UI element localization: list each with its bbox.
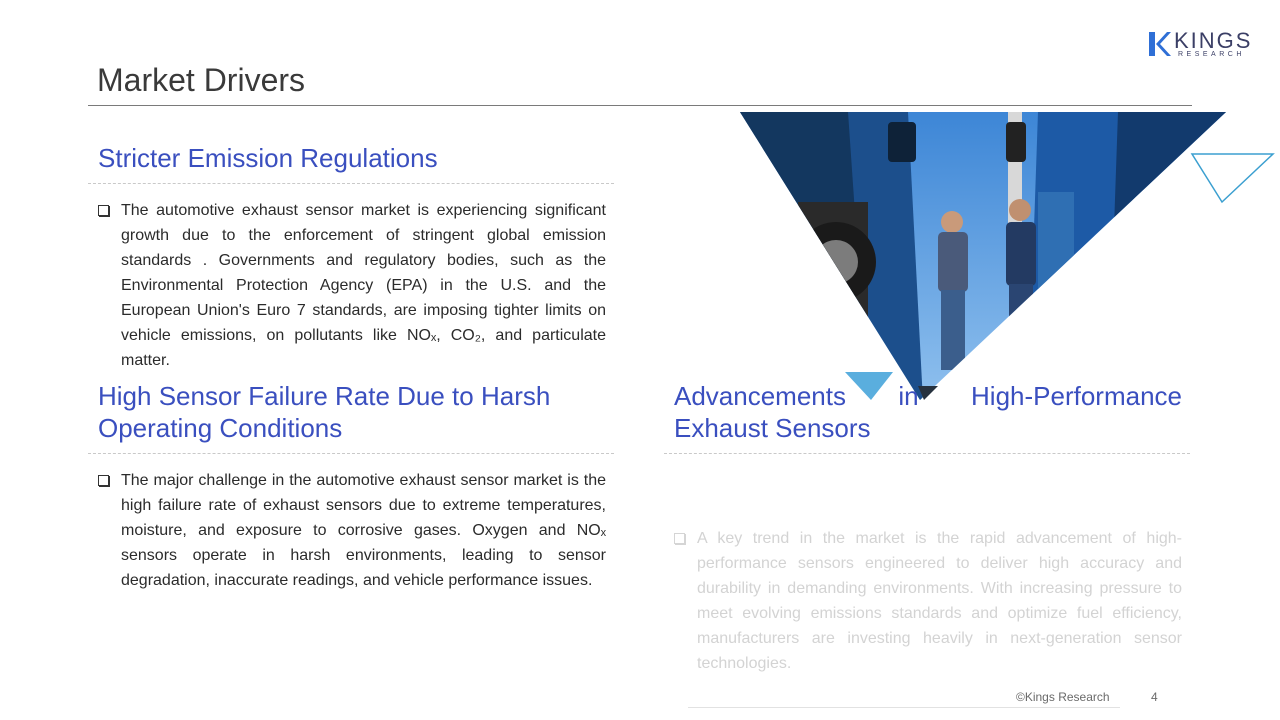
logo-subtitle: RESEARCH [1178,51,1245,58]
title-divider [88,105,1192,106]
bullet-item-advancements [697,526,1182,676]
section-heading-advancements [674,380,1182,444]
bullet-text: A key trend in the market is the rapid advancement of high-performance sensors engineered to deliver high accuracy and durability in demanding environments. With increasing pressure to meet evolving emissions standards and optimize fuel efficiency, manufacturers are investing heavily in next-generation sensor technologies. [697,530,1182,672]
logo-name: KINGS [1174,28,1253,53]
trucks-photo-triangle [738,112,1228,402]
footer-copyright: ©Kings Research [1016,690,1110,704]
logo-k-mark-icon [1148,31,1172,57]
section-heading-sensor-failure: High Sensor Failure Rate Due to Harsh Operating Conditions [98,381,551,443]
checkbox-bullet-icon [674,533,685,544]
section-heading-text: Advancements in High-Performance Exhaust Sensors [674,381,1182,443]
outline-triangle-decoration [1190,152,1276,204]
page-title: Market Drivers [97,62,306,98]
checkbox-bullet-icon [98,475,109,486]
section-heading-emission-regulations: Stricter Emission Regulations [98,143,438,173]
company-logo [1148,28,1253,60]
footer-rule [688,707,1120,708]
section-divider [88,183,614,184]
page-number: 4 [1151,690,1158,704]
bullet-item-emission-regulations [121,198,606,373]
bullet-text: The major challenge in the automotive exhaust sensor market is the high failure rate of exhaust sensors due to extreme temperatures, moisture, and exposure to corrosive gases. Oxygen and NOₓ sensors operate in harsh environments, leading to sensor degradation, inaccurate readings, and vehicle performance issues. [121,472,606,589]
bullet-item-sensor-failure [121,468,606,593]
checkbox-bullet-icon [98,205,109,216]
section-divider [88,453,614,454]
bullet-text: The automotive exhaust sensor market is experiencing significant growth due to the enforcement of stringent global emission standards . Governments and regulatory bodies, such as the Environmental Protection Agency (EPA) in the U.S. and the European Union's Euro 7 standards, are imposing tighter limits on vehicle emissions, on pollutants like NOₓ, CO₂, and particulate matter. [121,202,606,369]
section-divider [664,453,1190,454]
